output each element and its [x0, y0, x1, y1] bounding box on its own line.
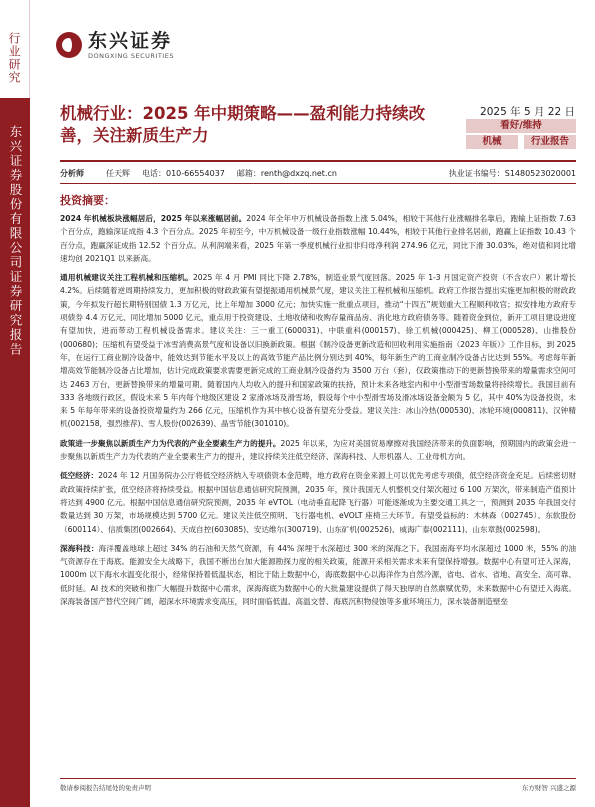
logo-name-cn: 东兴证券 — [88, 30, 173, 52]
footer-disclaimer: 敬请参阅报告结尾处的免责声明 — [60, 784, 151, 792]
sidebar-top-label-box — [0, 0, 30, 98]
analyst-row — [60, 166, 576, 180]
paragraph-text: 2024 年 12 月国务院办公厅将低空经济纳入专项债资本金范畴，地方政府在资金来源上可以优先考虑专项债，低空经济资金充足。后续密切财政政策持续扩张，低空经济将持续受益。根据中国信息通信研究院预测，2035 年，预计我国无人机整机交付架次超过 6 100 万架次，带来制造产值预计将达到 4900 亿元。根据中国信息通信研究院预测，2035 年 eVTOL（电动垂直起降飞行器）可能逐渐成为主要交通工具之一，预测到 2035 年我国交付数量达到 30 万架，市场规模达到 5700 亿元。建议关注低空照明、飞行器电机、eVOLT 座椅三大环节。有望受益标的：木林森（002745）、东软股份（600114）、信质集团(002664)、天成自控(603085)、安达维尔(300719)、山东矿机(002526)、威海广泰(002111)、山东章鼓(002598)。 — [60, 471, 576, 534]
paragraph-text: 2024 年全年中万机械设备指数上涨 5.04%，相较于其他行业涨幅排名靠后，跑输上证指数 7.63 个百分点，跑输深证成指 4.3 个百分点。2025 年初至今，中万机械设备一级行业指数涨幅 10.44%，相较于其他行业排名居前，跑赢上证指数 10.43 个百分点，跑赢深证成指 12.52 个百分点。从利润端来看，2025 年第一季度机械行业扣非归母净利润 274.96 亿元，同比下滑 30.03%，绝对值和同比增速均创 2021Q1 以来新高。 — [60, 214, 576, 263]
paragraph-text: 海洋覆盖地球上超过 34% 的石油和天然气资源，有 44% 深埋于水深超过 300 米的深海之下。我国南海平均水深超过 1000 米，55% 的油气资源存在于海底。能源安全大战略下，我国不断出台加大能源勘探力度的相关政策，能源开采相关需求未来有望保持增强。数据中心有望可迁入深海，1000m 以下海水水温变化很小，经常保持着低温状态，相比于陆上数据中心，海底数据中心以海洋作为自然冷源，省电、省水、省地、高安全、高可靠、低时延。AI 技术的突破和推广大幅提升数据中心需求，深海海底为数据中心的大批量建设提供了得天独厚的自然禀赋优势，未来数据中心有望迁入海底。深海装备国产替代空间广阔，超深水环境需求变高压，同时面临低温、高温交替、海底沉积物侵蚀等多重环境压力，深水装备制造壁垒 — [60, 543, 576, 607]
paragraph-lead: 通用机械建议关注工程机械和压缩机。 — [60, 273, 193, 283]
analyst-phone: 电话：010-66554037 — [142, 168, 225, 178]
paragraph — [60, 437, 576, 464]
report-type-tag: 行业报告 — [524, 135, 576, 149]
summary-body — [60, 212, 576, 614]
sidebar-top-label: 行业研究 — [7, 32, 21, 84]
report-date: 2025 年 5 月 22 日 — [480, 106, 575, 118]
paragraph-text: 2025 年以来，为应对美国贸易摩擦对我国经济带来的负面影响，预期国内的政策会进一步聚焦以新质生产力为代表的产业全要素生产力的提升，建议持续关注低空经济、深海科技、人形机器人、工业母机方向。 — [60, 438, 576, 462]
paragraph-lead: 低空经济： — [60, 471, 99, 481]
company-logo — [56, 30, 174, 60]
header-divider — [60, 160, 576, 162]
industry-tag: 机械 — [466, 135, 518, 149]
paragraph-lead: 政策进一步聚焦以新质生产力为代表的产业全要素生产力的提升。 — [60, 438, 281, 448]
sidebar — [0, 0, 30, 807]
analyst-divider — [60, 183, 576, 184]
paragraph-lead: 深海科技： — [60, 543, 99, 553]
report-tags — [466, 135, 576, 149]
report-title: 机械行业：2025 年中期策略——盈利能力持续改善，关注新质生产力 — [60, 104, 426, 145]
analyst-cert: 执业证书编号：S1480523020001 — [448, 168, 576, 178]
footer — [60, 783, 576, 792]
logo-name-en: DONGXING SECURITIES — [88, 52, 174, 60]
paragraph-text: 2025 年 4 月 PMI 同比下降 2.78%，制造业景气度回落。2025 年 1-3 月国定资产投资（不含农户）累计增长 4.2%。后续随着逆周期持续发力，更加积极的财政政策有望提振通用机械景气度，建议关注工程机械和压缩机。政府工作报告提出实施更加积极的财政政策，今年拟发行超长期特别国债 1.3 万亿元，比上年增加 3000 亿元；加快实施一批重点项目，推动“十四五”规划重大工程顺利收官；拟安排地方政府专项债券 4.4 万亿元、同比增加 5000 亿元，重点用于投资建设、土地收储和收购存量商品房、消化地方政府债务等。随着资金到位，新开工项目建设进度有望加快，进而带动工程机械设备需求。建议关注：三一重工(600031)、中联重科(000157)、徐工机械(000425)、柳工(000528)、山推股份(000680)；压缩机有望受益于冰雪消费高景气度和设备以旧换新政策。根据《制冷设备更新改造和回收利用实施指南（2023 年版）》工作目标，到 2025 年，在运行工商业制冷设备中，能效达到节能水平及以上的高效节能产品比例分别达到 40%，每年新生产的工商业制冷设备占比达到 55%。考虑每年新增高效节能制冷设备占比增加，估计完成政策要求需要更新完成的工商业制冷设备约为 3500 万台（套），仅政策推动下的更新替换带来的增量需求空间可达 2463 万台，更新替换带来的增量可期。随着国内人均收入的提升和国家政策的扶持，预计未来各地室内和中小型滑雪场数量将持续增长。我国目前有 333 各地级行政区，假设未来 5 年内每个地级区建设 2 家滑冰场及滑雪场，假设每个中小型滑雪场及滑冰场设备金额为 5 亿，其中 40%为设备投资，未来 5 年每年带来的设备投资增量约为 266 亿元，压缩机作为其中核心设备有望充分受益。建议关注：冰山冷热(000530)、冰轮环境(000811)、汉钟精机(002158，强烈推荐)、雪人股份(002639)、晶雪节能(301010)。 — [60, 273, 576, 429]
paragraph — [60, 271, 576, 431]
paragraph-lead: 2024 年机械板块涨幅居后，2025 年以来涨幅居前。 — [60, 214, 247, 223]
paragraph — [60, 542, 576, 608]
rating-badge: 看好/维持 — [466, 119, 576, 133]
analyst-email: 邮箱：renth@dxzq.net.cn — [236, 168, 337, 178]
footer-divider — [60, 778, 576, 779]
logo-mark-icon — [56, 32, 82, 58]
summary-title: 投资摘要： — [60, 194, 115, 207]
footer-slogan: 东方财智 兴盛之源 — [521, 784, 576, 792]
sidebar-bottom-label-box — [0, 125, 30, 357]
analyst-name: 任天辉 — [106, 168, 130, 178]
paragraph — [60, 212, 576, 265]
analyst-label: 分析师 — [60, 168, 84, 178]
paragraph — [60, 469, 576, 535]
sidebar-bottom-label: 东兴证券股份有限公司证券研究报告 — [8, 125, 23, 357]
